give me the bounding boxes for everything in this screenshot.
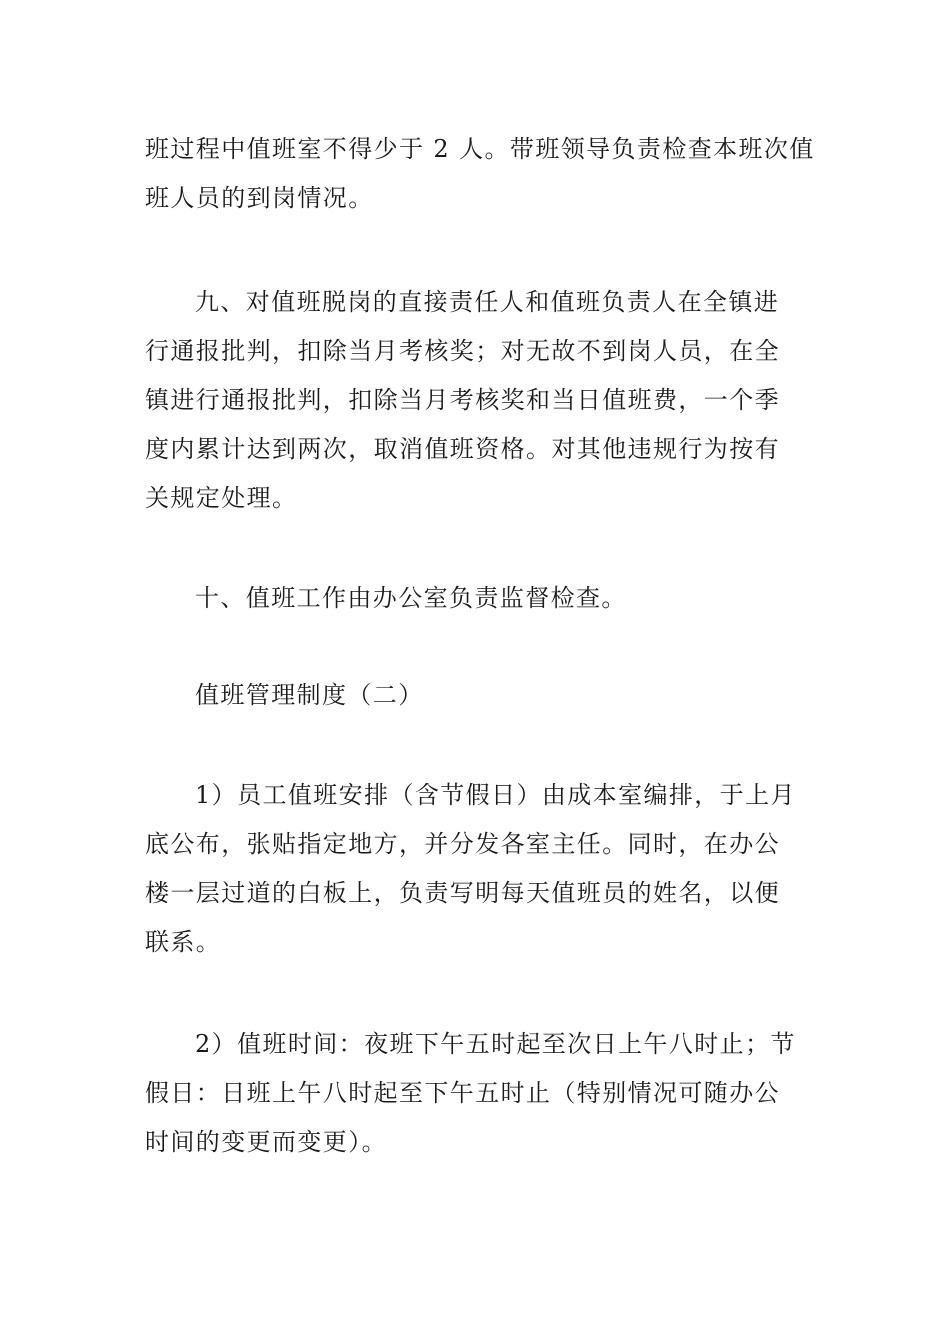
text-line: 关规定处理。	[145, 484, 298, 512]
paragraph-item-nine	[145, 278, 810, 523]
text-line: 行通报批判，扣除当月考核奖；对无故不到岗人员，在全	[145, 337, 780, 365]
text-line: 九、对值班脱岗的直接责任人和值班负责人在全镇进	[195, 288, 780, 316]
text-line: 楼一层过道的白板上，负责写明每天值班员的姓名，以便	[145, 879, 780, 907]
paragraph-rule-two	[145, 1020, 810, 1167]
text-line: 十、值班工作由办公室负责监督检查。	[195, 584, 627, 612]
paragraph-item-ten	[145, 574, 810, 623]
text-line: 班人员的到岗情况。	[145, 184, 374, 212]
text-line: 联系。	[145, 928, 222, 956]
text-line: 1）员工值班安排（含节假日）由成本室编排，于上月	[195, 781, 796, 809]
section-title: 值班管理制度（二）	[195, 681, 424, 709]
paragraph-rule-one	[145, 771, 810, 967]
text-line: 底公布，张贴指定地方，并分发各室主任。同时，在办公	[145, 830, 780, 858]
text-line: 班过程中值班室不得少于 2 人。带班领导负责检查本班次值	[145, 135, 815, 163]
text-line: 2）值班时间：夜班下午五时起至次日上午八时止；节	[195, 1030, 796, 1058]
text-line: 镇进行通报批判，扣除当月考核奖和当日值班费，一个季	[145, 386, 780, 414]
text-line: 假日：日班上午八时起至下午五时止（特别情况可随办公	[145, 1079, 780, 1107]
text-line: 度内累计达到两次，取消值班资格。对其他违规行为按有	[145, 435, 780, 463]
paragraph-duty-staffing	[145, 125, 815, 223]
section-heading	[145, 671, 810, 720]
text-line: 时间的变更而变更）。	[145, 1128, 387, 1156]
